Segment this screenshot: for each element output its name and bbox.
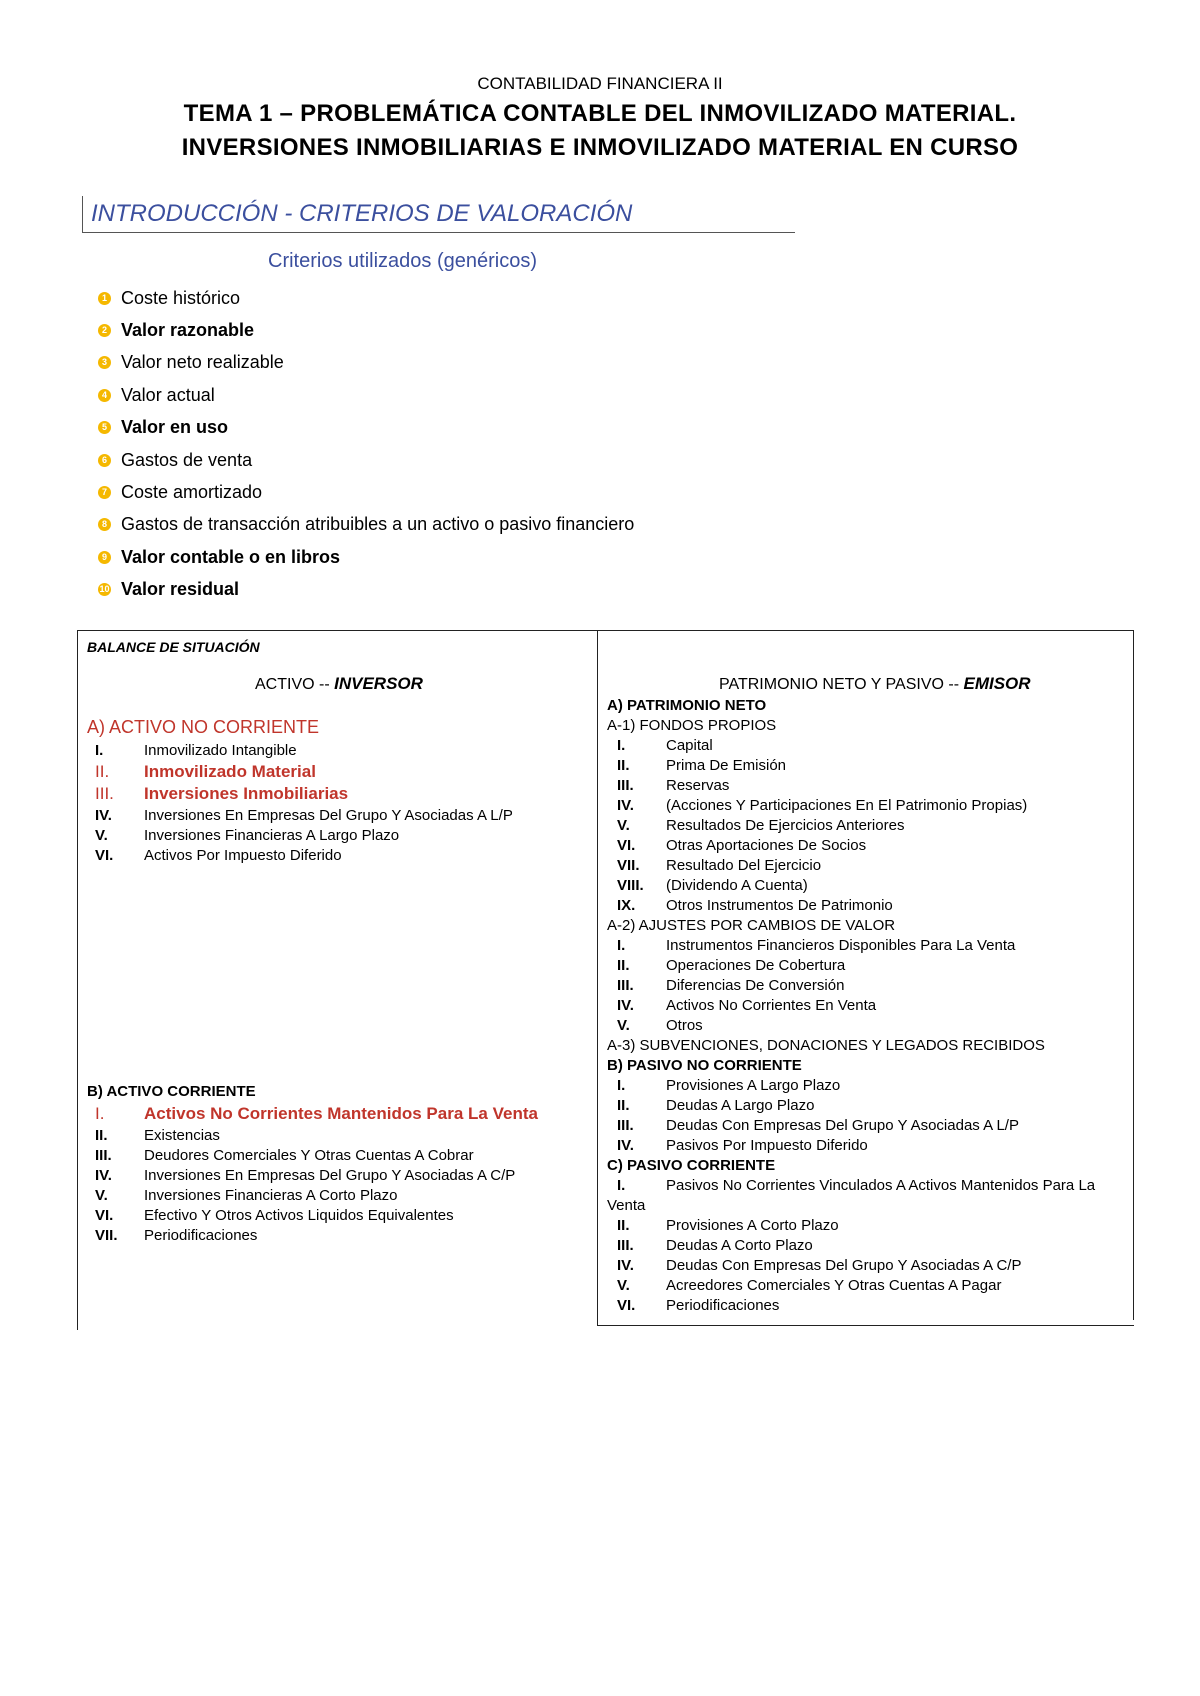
list-item: IV. Activos No Corrientes En Venta [617,997,877,1014]
list-item: V. Acreedores Comerciales Y Otras Cuentas A Pagar [617,1277,1002,1294]
list-item: VII. Periodificaciones [95,1227,258,1244]
fondos-propios-title: A-1) FONDOS PROPIOS [607,717,777,734]
list-item: III. Deudas Con Empresas Del Grupo Y Asociadas A L/P [617,1117,1019,1134]
number-badge-icon: 9 [98,551,111,564]
list-item: IV. Deudas Con Empresas Del Grupo Y Asociadas A C/P [617,1257,1022,1274]
list-item: I. Instrumentos Financieros Disponibles Para La Venta [617,937,1016,954]
list-item: II. Operaciones De Cobertura [617,957,846,974]
criteria-item [98,541,634,573]
list-item: II. Existencias [95,1127,220,1144]
pasivo-corriente-title: C) PASIVO CORRIENTE [607,1157,776,1174]
list-item: II. Provisiones A Corto Plazo [617,1217,839,1234]
list-item: VIII. (Dividendo A Cuenta) [617,877,808,894]
activo-heading-prefix: ACTIVO -- [255,676,330,693]
number-badge-icon: 8 [98,518,111,531]
list-item: III. Reservas [617,777,730,794]
criteria-label: Valor actual [121,384,215,405]
list-item: IV. Inversiones En Empresas Del Grupo Y Asociadas A C/P [95,1167,516,1184]
list-item: IV. Inversiones En Empresas Del Grupo Y Asociadas A L/P [95,807,513,824]
activo-no-corriente-title: A) ACTIVO NO CORRIENTE [87,717,320,737]
criteria-item [98,347,634,379]
list-item: V. Inversiones Financieras A Largo Plazo [95,827,400,844]
divider [1133,630,1134,1320]
number-badge-icon: 1 [98,292,111,305]
list-item-continuation: Venta [607,1197,646,1214]
intro-section-header [82,196,795,233]
list-item: IV. (Acciones Y Participaciones En El Patrimonio Propias) [617,797,1028,814]
criteria-item [98,509,634,541]
number-badge-icon: 10 [99,584,110,595]
balance-title: BALANCE DE SITUACIÓN [87,639,260,655]
criteria-label: Valor neto realizable [121,352,284,373]
criteria-item [98,314,634,346]
list-item: V. Resultados De Ejercicios Anteriores [617,817,905,834]
list-item: I. Pasivos No Corrientes Vinculados A Activos Mantenidos Para La [617,1177,1096,1194]
list-item: III. Deudores Comerciales Y Otras Cuentas A Cobrar [95,1147,474,1164]
list-item: III. Diferencias De Conversión [617,977,845,994]
list-item: VI. Activos Por Impuesto Diferido [95,847,342,864]
list-item: III. Inversiones Inmobiliarias [95,784,349,803]
list-item: II. Inmovilizado Material [95,762,316,781]
number-badge-icon: 3 [98,356,111,369]
topic-title-line2: INVERSIONES INMOBILIARIAS E INMOVILIZADO MATERIAL EN CURSO [181,134,1019,161]
pasivo-heading-prefix: PATRIMONIO NETO Y PASIVO -- [719,676,960,693]
balance-sheet [77,630,1133,1330]
course-name: CONTABILIDAD FINANCIERA II [477,74,723,93]
list-item: I. Activos No Corrientes Mantenidos Para La Venta [95,1104,538,1123]
list-item: IV. Pasivos Por Impuesto Diferido [617,1137,868,1154]
criteria-label: Gastos de venta [121,449,253,470]
divider [77,630,1134,631]
criteria-label: Valor contable o en libros [121,546,341,567]
pasivo-heading-role: EMISOR [963,674,1031,693]
list-item: III. Deudas A Corto Plazo [617,1237,813,1254]
divider [77,630,78,1330]
list-item: VI. Periodificaciones [617,1297,780,1314]
criteria-item [98,282,634,314]
pasivo-heading [719,674,1031,694]
criteria-label: Valor residual [121,579,240,600]
number-badge-icon: 6 [98,454,111,467]
criteria-item [98,379,634,411]
criteria-item [98,476,634,508]
list-item: I. Provisiones A Largo Plazo [617,1077,841,1094]
number-badge-icon: 2 [98,324,111,337]
list-item: IX. Otros Instrumentos De Patrimonio [617,897,893,914]
subvenciones-title: A-3) SUBVENCIONES, DONACIONES Y LEGADOS RECIBIDOS [607,1037,1045,1054]
number-badge-icon: 4 [98,389,111,402]
activo-corriente-title: B) ACTIVO CORRIENTE [87,1083,256,1100]
list-item: II. Deudas A Largo Plazo [617,1097,815,1114]
divider [597,630,598,1326]
criteria-label: Gastos de transacción atribuibles a un activo o pasivo financiero [121,514,635,535]
list-item: V. Otros [617,1017,703,1034]
list-item: VII. Resultado Del Ejercicio [617,857,822,874]
list-item: I. Capital [617,737,713,754]
ajustes-title: A-2) AJUSTES POR CAMBIOS DE VALOR [607,917,896,934]
list-item: II. Prima De Emisión [617,757,787,774]
patrimonio-neto-title: A) PATRIMONIO NETO [607,697,767,714]
criteria-label: Valor en uso [121,417,229,438]
pasivo-no-corriente-title: B) PASIVO NO CORRIENTE [607,1057,802,1074]
divider [597,1325,1134,1326]
number-badge-icon: 5 [98,421,111,434]
number-badge-icon: 7 [98,486,111,499]
activo-heading [255,674,423,694]
list-item: VI. Otras Aportaciones De Socios [617,837,867,854]
criteria-item [98,574,634,606]
list-item: I. Inmovilizado Intangible [95,742,297,759]
criteria-label: Coste histórico [121,287,241,308]
criteria-subheading: Criterios utilizados (genéricos) [268,250,537,272]
topic-title-line1: TEMA 1 – PROBLEMÁTICA CONTABLE DEL INMOVILIZADO MATERIAL. [183,100,1017,127]
criteria-item [98,444,634,476]
list-item: V. Inversiones Financieras A Corto Plazo [95,1187,398,1204]
activo-heading-role: INVERSOR [334,674,423,693]
criteria-label: Valor razonable [121,320,255,341]
list-item: VI. Efectivo Y Otros Activos Liquidos Equivalentes [95,1207,454,1224]
criteria-label: Coste amortizado [121,482,263,503]
criteria-item [98,412,634,444]
criteria-list [98,282,634,606]
intro-heading: INTRODUCCIÓN - CRITERIOS DE VALORACIÓN [91,200,633,227]
